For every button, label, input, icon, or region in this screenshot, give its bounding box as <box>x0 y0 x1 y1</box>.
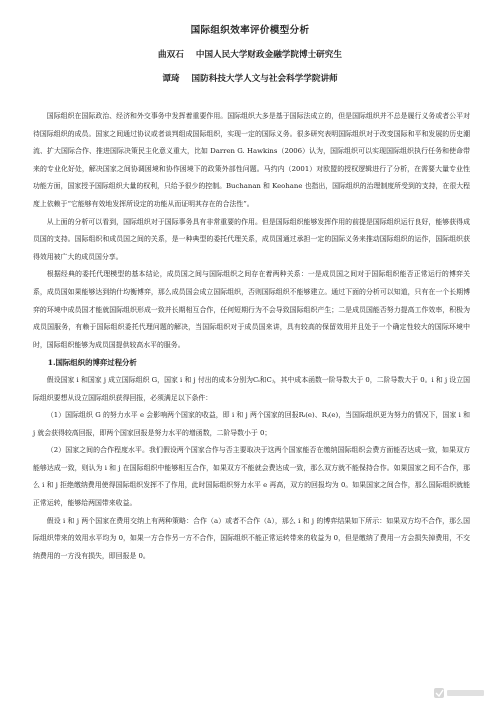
paragraph-assumption: 假设国家 i 和国家 j 成立国际组织 G，国家 i 和 j 付出的成本分别为Cᵢ和Cⱼ，其中成本函数一阶导数大于 0，二阶导数大于 0。i 和 j 设立国际组织要想从设立国际组织获得回报，必须满足以下条件： <box>33 375 470 402</box>
author-affiliation-2: 国防科技大学人文与社会科学学院讲师 <box>191 74 338 84</box>
paragraph-intro: 国际组织在国际政治、经济和外交事务中发挥着重要作用。国际组织大多是基于国际法成立的，但是国际组织并不总是履行义务或者公平对待国际组织的成员。国家之间通过协议或者谈判组成国际组织，实现一定的国际义务。很多研究表明国际组织对于改变国际和平和发展的历史潮流、扩大国际合作、推进国际决策民主化意义重大，比如 Darren G. Hawkins（2006）认为，国际组织可以实现国际组织执行任务和使命带来的专业化好处，解决国家之间协调困境和协作困境下的政策外部性问题。马约内（2001）对欧盟的授权逻辑进行了分析，在需要大量专业性功能方面，国家授予国际组织大量的权利，只给予很少的控制。Buchanan 和 Keohane 也指出，国际组织的治理制度所受到的支持，在很大程度上依赖于“它能够有效地发挥所设定的功能从而证明其存在的合法性”。 <box>33 112 470 208</box>
paper-body <box>33 108 470 565</box>
author-affiliation-1: 中国人民大学财政金融学院博士研究生 <box>195 50 342 60</box>
paragraph-condition-1: （1）国际组织 G 的努力水平 e 会影响两个国家的收益，即 i 和 j 两个国家的回报Rᵢ(e)、Rⱼ(e)，当国际组织更为努力的情况下，国家 i 和 j 就会获得较高回报，即两个国家回报是努力水平的增函数，二阶导数小于 0； <box>33 411 470 437</box>
author-name-1: 曲双石 <box>158 50 184 60</box>
author-line-2 <box>0 72 500 84</box>
paragraph-principal-agent: 从上面的分析可以看到，国际组织对于国际事务具有非常重要的作用。但是国际组织能够发挥作用的前提是国际组织运行良好，能够获得成员国的支持。国际组织和成员国之间的关系，是一种典型的委托代理关系，成员国通过承担一定的国际义务来推动国际组织的运作，国际组织获得效用被广大的成员国分享。 <box>33 217 470 261</box>
section-heading: 1.国际组织的博弈过程分析 <box>47 358 137 368</box>
author-name-2: 谭琦 <box>162 74 180 84</box>
paragraph-game-result: 假设 i 和 j 两个国家在费用交纳上有两种策略：合作（a）或者不合作（ā），那么 i 和 j 的博弈结果如下所示：如果双方均不合作，那么国际组织带来的效用水平均为 0，如果一方合作另一方不合作，国际组织不能正常运转带来的收益为 0，但是缴纳了费用一方会损失掉费用，不交纳费用的一方没有损失，即回报是 0。 <box>33 516 470 560</box>
watermark-logo <box>434 687 486 699</box>
paper-title: 国际组织效率评价模型分析 <box>190 25 310 36</box>
paragraph-model-conclusion: 根据经典的委托代理模型的基本结论，成员国之间与国际组织之间存在着两种关系：一是成员国之间对于国际组织能否正常运行的博弈关系，成员国如果能够达到纳什均衡博弈，那么成员国会成立国际组织，否则国际组织不能够建立。通过下面的分析可以知道，只有在一个长期博弈的环境中成员国才能就国际组织形成一致并长期相互合作，任何短期行为不会导致国际组织产生；二是成员国能否努力提高工作效率，积极为成员国服务，有赖于国际组织委托代理问题的解决，当国际组织对于成员国来讲，具有较高的保留效用并且处于一个确定性较大的国际环境中时，国际组织能够为成员国提供较高水平的服务。 <box>33 270 470 349</box>
author-line-1 <box>0 48 500 60</box>
paragraph-condition-2: （2）国家之间的合作程度水平。我们假设两个国家合作与否主要取决于这两个国家能否在缴纳国际组织会费方面能否达成一致，如果双方能够达成一致，则认为 i 和 j 在国际组织中能够相互合作，如果双方不能就会费达成一致，那么双方就不能保持合作。如果国家之间不合作，那么 i 和 j 拒绝缴纳费用使得国际组织发挥不了作用，此时国际组织努力水平 e 再高，双方的回报均为 0。如果国家之间合作，那么国际组织就能正常运转，能够给两国带来收益。 <box>33 446 470 508</box>
